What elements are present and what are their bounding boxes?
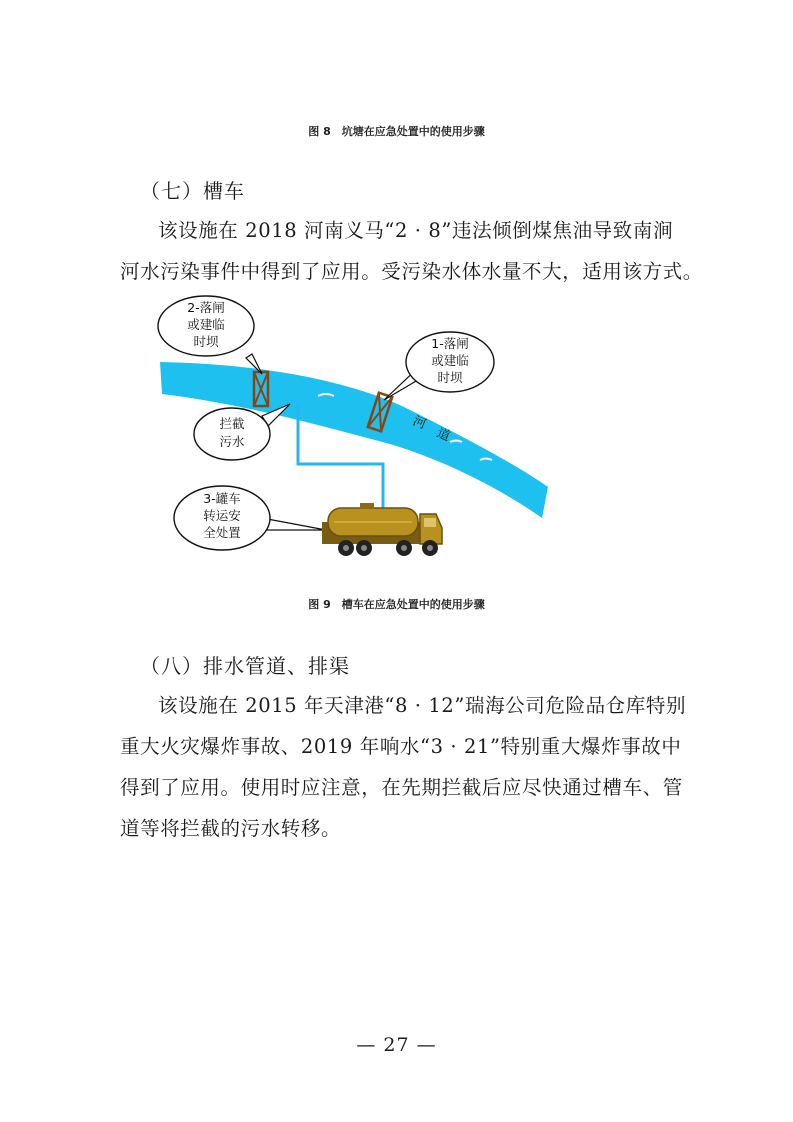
paragraph-line: 河水污染事件中得到了应用。受污染水体水量不大，适用该方式。 xyxy=(120,260,703,283)
figure-9-diagram xyxy=(150,292,570,572)
section-heading-tank-truck: （七）槽车 xyxy=(140,179,245,203)
river-label: 道 xyxy=(434,425,453,445)
callout-gate-1-text: 或建临 xyxy=(431,353,469,368)
callout-truck-text: 全处置 xyxy=(203,525,241,540)
figure-9-svg xyxy=(150,292,570,572)
callout-intercept-text: 污水 xyxy=(219,434,245,449)
callout-intercept-text: 拦截 xyxy=(219,416,245,431)
figure-8-caption: 图 8 坑塘在应急处置中的使用步骤 xyxy=(308,125,485,138)
callout-truck-text: 3-罐车 xyxy=(203,491,241,506)
callout-gate-1 xyxy=(384,332,494,400)
callout-gate-2 xyxy=(158,296,262,374)
callout-gate-1-text: 时坝 xyxy=(437,370,463,385)
callout-gate-2-text: 时坝 xyxy=(193,334,219,349)
callout-gate-1-text: 1-落闸 xyxy=(431,336,469,351)
paragraph-line: 道等将拦截的污水转移。 xyxy=(120,817,342,840)
section-heading-drainage: （八）排水管道、排渠 xyxy=(140,654,350,678)
paragraph-line: 该设施在 2018 河南义马“2 · 8”违法倾倒煤焦油导致南涧 xyxy=(158,219,674,242)
tank-truck-icon xyxy=(322,503,442,556)
river-label: 河 xyxy=(410,413,429,433)
paragraph-line: 得到了应用。使用时应注意，在先期拦截后应尽快通过槽车、管 xyxy=(120,776,683,799)
callout-truck-text: 转运安 xyxy=(203,508,241,523)
paragraph-line: 重大火灾爆炸事故、2019 年响水“3 · 21”特别重大爆炸事故中 xyxy=(120,735,682,758)
paragraph-line: 该设施在 2015 年天津港“8 · 12”瑞海公司危险品仓库特别 xyxy=(158,694,687,717)
page-number: — 27 — xyxy=(356,1034,437,1056)
callout-gate-2-text: 或建临 xyxy=(187,317,225,332)
callout-gate-2-text: 2-落闸 xyxy=(187,300,225,315)
callout-intercept xyxy=(194,404,290,460)
figure-9-caption: 图 9 槽车在应急处置中的使用步骤 xyxy=(308,598,485,611)
callout-truck xyxy=(174,486,326,550)
